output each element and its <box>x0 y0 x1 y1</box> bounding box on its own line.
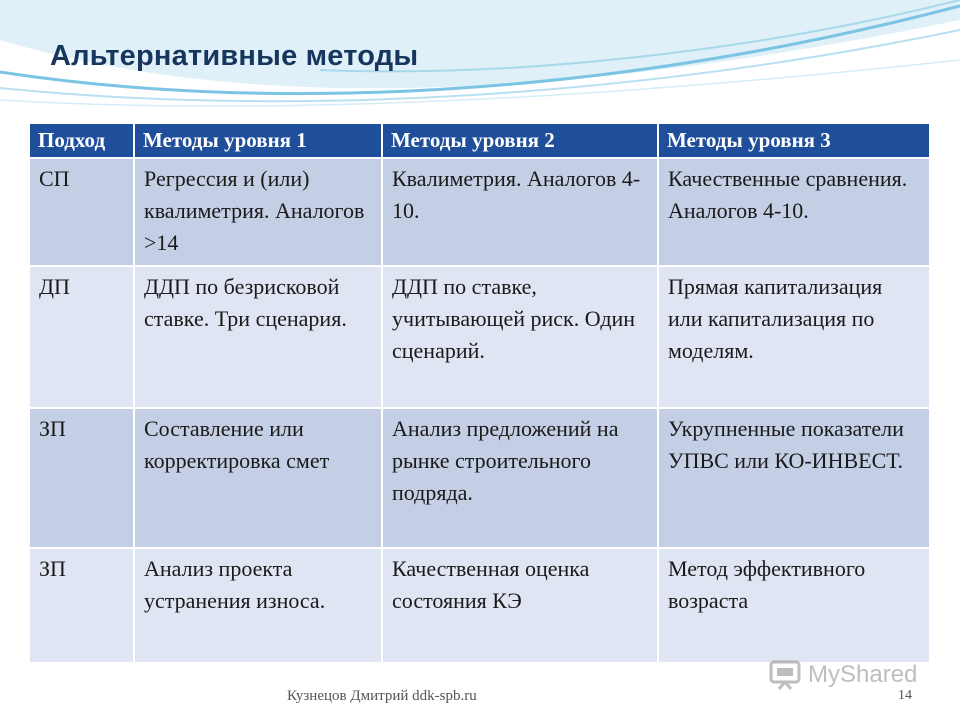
slide-title: Альтернативные методы <box>50 40 419 72</box>
table-cell: Квалиметрия. Аналогов 4-10. <box>382 158 658 266</box>
table-cell: ДДП по безрисковой ставке. Три сценария. <box>134 266 382 408</box>
table-cell: ЗП <box>30 408 134 548</box>
table-cell: Анализ предложений на рынке строительного подряда. <box>382 408 658 548</box>
table-cell: Составление или корректировка смет <box>134 408 382 548</box>
column-header: Подход <box>30 124 134 158</box>
table-cell: Анализ проекта устранения износа. <box>134 548 382 662</box>
table-header-row <box>30 124 930 158</box>
column-header: Методы уровня 1 <box>134 124 382 158</box>
page-number: 14 <box>898 688 912 703</box>
watermark-text: MyShared <box>808 661 918 688</box>
table-cell: Укрупненные показатели УПВС или КО-ИНВЕСТ. <box>658 408 930 548</box>
table-cell: ЗП <box>30 548 134 662</box>
table-row <box>30 548 930 662</box>
watermark-logo <box>768 658 917 692</box>
presentation-icon <box>768 659 802 691</box>
column-header: Методы уровня 2 <box>382 124 658 158</box>
table-cell: ДДП по ставке, учитывающей риск. Один сценарий. <box>382 266 658 408</box>
table-cell: Качественная оценка состояния КЭ <box>382 548 658 662</box>
table-cell: Прямая капитализация или капитализация по моделям. <box>658 266 930 408</box>
table-row <box>30 408 930 548</box>
table-cell: Метод эффективного возраста <box>658 548 930 662</box>
table-cell: ДП <box>30 266 134 408</box>
methods-table <box>30 124 931 662</box>
table-cell: Регрессия и (или) квалиметрия. Аналогов >14 <box>134 158 382 266</box>
table-row <box>30 158 930 266</box>
table-cell: Качественные сравнения. Аналогов 4-10. <box>658 158 930 266</box>
table-row <box>30 266 930 408</box>
table-cell: СП <box>30 158 134 266</box>
column-header: Методы уровня 3 <box>658 124 930 158</box>
footer-author: Кузнецов Дмитрий ddk-spb.ru <box>287 688 477 704</box>
